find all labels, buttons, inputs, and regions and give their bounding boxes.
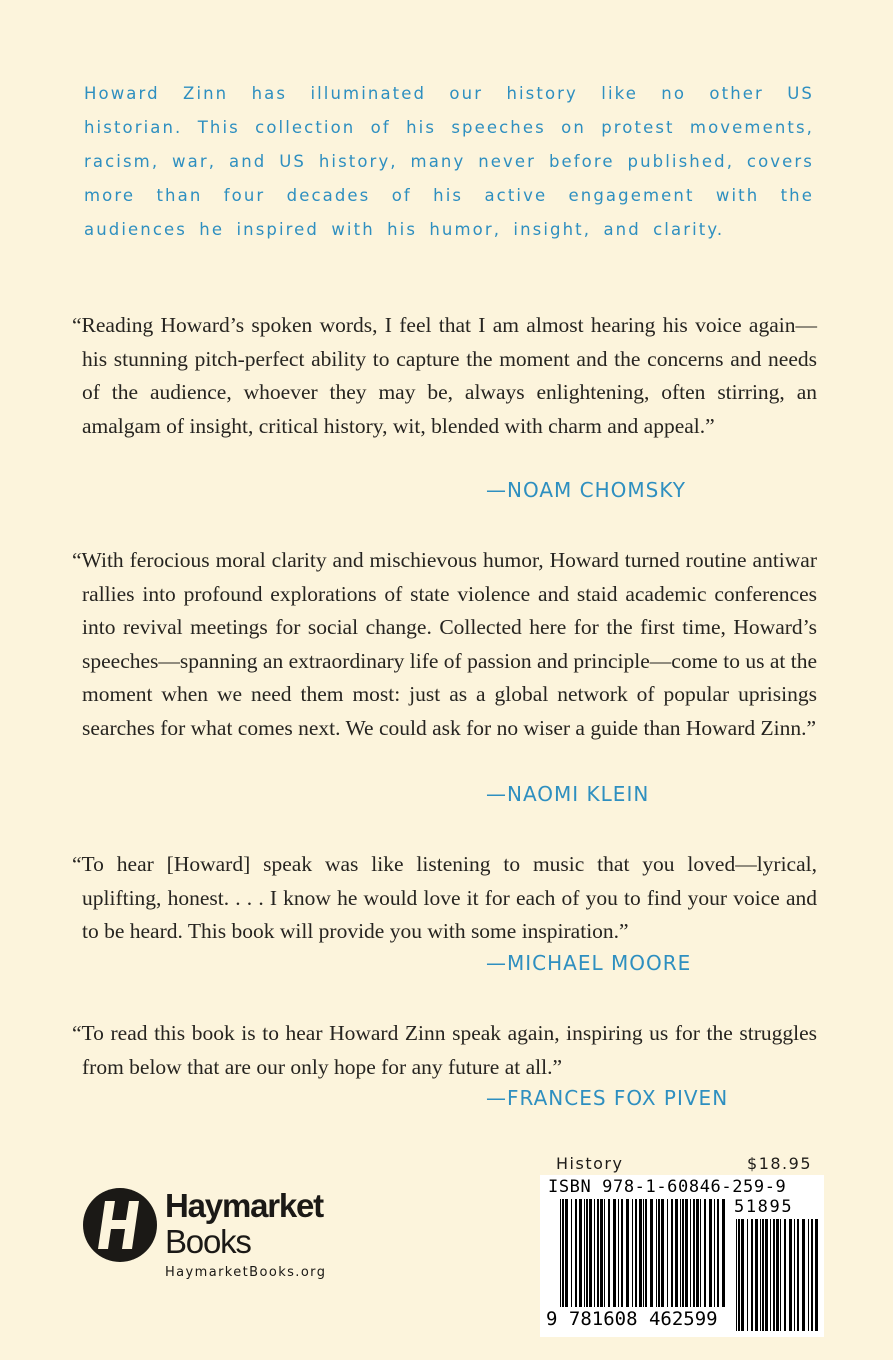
barcode-bar bbox=[667, 1199, 668, 1307]
barcode-bar bbox=[661, 1199, 664, 1307]
barcode-bar bbox=[608, 1199, 610, 1307]
barcode-bar bbox=[604, 1199, 605, 1307]
barcode-bar bbox=[626, 1199, 629, 1307]
barcode-bar bbox=[794, 1219, 795, 1331]
book-category: History bbox=[556, 1154, 624, 1173]
barcode-bar bbox=[656, 1199, 657, 1307]
barcode-bar bbox=[709, 1199, 712, 1307]
endorsement-quote bbox=[72, 544, 817, 745]
barcode-bar bbox=[682, 1199, 684, 1307]
barcode-bar bbox=[645, 1199, 647, 1307]
barcode-bar bbox=[700, 1199, 701, 1307]
barcode-bar bbox=[639, 1199, 642, 1307]
barcode-bar bbox=[675, 1199, 678, 1307]
barcode-bar bbox=[784, 1219, 786, 1331]
barcode-bar bbox=[773, 1219, 775, 1331]
barcode-bar bbox=[565, 1199, 568, 1307]
book-price: $18.95 bbox=[747, 1154, 812, 1173]
barcode-bar bbox=[802, 1219, 805, 1331]
barcode-bar bbox=[650, 1199, 653, 1307]
barcode-bar bbox=[618, 1199, 619, 1307]
quote-attribution: —MICHAEL MOORE bbox=[486, 951, 692, 975]
barcode-bar bbox=[696, 1199, 699, 1307]
barcode-bar bbox=[597, 1199, 599, 1307]
isbn-barcode bbox=[540, 1175, 824, 1337]
barcode-bar bbox=[808, 1219, 809, 1331]
quote-text: “To hear [Howard] speak was like listening to music that you loved—lyrical, uplifting, honest. . . . I know he would love it for each of you to find your voice and to be heard. This book will provide you with some inspiration.” bbox=[72, 852, 817, 943]
barcode-addon-digits: 51895 bbox=[734, 1197, 794, 1217]
barcode-bar bbox=[770, 1219, 771, 1331]
barcode-bar bbox=[621, 1199, 623, 1307]
publisher-name: Haymarket bbox=[165, 1187, 323, 1224]
barcode-bar bbox=[589, 1199, 592, 1307]
barcode-bar bbox=[579, 1199, 582, 1307]
quote-text: “Reading Howard’s spoken words, I feel that I am almost hearing his voice again—his stunning pitch-perfect ability to capture the moment and the concerns and needs of the audience, whoever they may be, always enlightening, often stirring, an amalgam of insight, critical history, wit, blended with charm and appeal.” bbox=[72, 313, 817, 438]
isbn-label: ISBN 978-1-60846-259-9 bbox=[548, 1177, 787, 1197]
publisher-name: Books bbox=[165, 1223, 251, 1260]
barcode-bar bbox=[560, 1199, 561, 1307]
barcode-bar bbox=[789, 1219, 792, 1331]
barcode-bar bbox=[780, 1219, 781, 1331]
barcode-bar bbox=[776, 1219, 779, 1331]
barcode-bar bbox=[632, 1199, 633, 1307]
barcode-bar bbox=[594, 1199, 595, 1307]
publisher-url: HaymarketBooks.org bbox=[165, 1265, 327, 1280]
barcode-bar bbox=[762, 1219, 764, 1331]
barcode-bar bbox=[717, 1199, 719, 1307]
barcode-bar bbox=[722, 1199, 725, 1307]
quote-attribution: —NAOMI KLEIN bbox=[486, 782, 650, 806]
barcode-bar bbox=[562, 1199, 564, 1307]
quote-attribution: —NOAM CHOMSKY bbox=[486, 478, 686, 502]
barcode-bar bbox=[584, 1199, 585, 1307]
publisher-logo bbox=[82, 1183, 382, 1283]
barcode-bar bbox=[680, 1199, 681, 1307]
barcode-bar bbox=[811, 1219, 813, 1331]
barcode-bar bbox=[736, 1219, 737, 1331]
barcode-bar bbox=[704, 1199, 706, 1307]
barcode-bar bbox=[815, 1219, 818, 1331]
barcode-bar bbox=[643, 1199, 644, 1307]
barcode-bar bbox=[797, 1219, 799, 1331]
quote-text: “To read this book is to hear Howard Zinn speak again, inspiring us for the struggles from below that are our only hope for any future at all.” bbox=[72, 1021, 817, 1079]
quote-text: “With ferocious moral clarity and mischievous humor, Howard turned routine antiwar rallies into profound explorations of state violence and staid academic conferences into revival meetings for social change. Collected here for the first time, Howard’s speeches—spanning an extraordinary life of passion and principle—come to us at the moment when we need them most: just as a global network of popular uprisings searches for what comes next. We could ask for no wiser a guide than Howard Zinn.” bbox=[72, 548, 817, 740]
barcode-bar bbox=[571, 1199, 572, 1307]
barcode-bar bbox=[575, 1199, 577, 1307]
barcode-bar bbox=[765, 1219, 768, 1331]
barcode-bar bbox=[747, 1219, 748, 1331]
haymarket-h-logo-icon bbox=[82, 1187, 158, 1263]
barcode-bar bbox=[658, 1199, 660, 1307]
barcode-bar bbox=[635, 1199, 637, 1307]
blurb-text: Howard Zinn has illuminated our history like no other US historian. This collection of his speeches on protest movements, racism, war, and US history, many never before published, covers more than four decades of his active engagement with the audiences he inspired with his humor, insight, and clarity. bbox=[84, 84, 814, 239]
barcode-bar bbox=[755, 1219, 758, 1331]
barcode-bar bbox=[671, 1199, 673, 1307]
barcode-digits: 9 781608 462599 bbox=[546, 1308, 718, 1330]
barcode-bar bbox=[760, 1219, 761, 1331]
endorsement-quote bbox=[72, 848, 817, 949]
barcode-bar bbox=[741, 1219, 744, 1331]
barcode-bar bbox=[685, 1199, 688, 1307]
barcode-bar bbox=[613, 1199, 616, 1307]
barcode-bar bbox=[693, 1199, 695, 1307]
barcode-bar bbox=[690, 1199, 691, 1307]
quote-attribution: —FRANCES FOX PIVEN bbox=[486, 1086, 729, 1110]
barcode-bar bbox=[738, 1219, 740, 1331]
barcode-bar bbox=[751, 1219, 753, 1331]
barcode-bar bbox=[714, 1199, 715, 1307]
endorsement-quote bbox=[72, 309, 817, 443]
barcode-bar bbox=[600, 1199, 603, 1307]
barcode-bar bbox=[586, 1199, 588, 1307]
endorsement-quote bbox=[72, 1017, 817, 1084]
